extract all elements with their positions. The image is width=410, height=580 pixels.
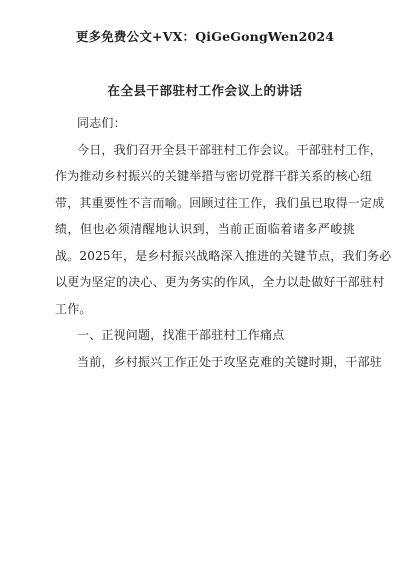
- document-title: 在全县干部驻村工作会议上的讲话: [107, 83, 303, 98]
- salutation: 同志们：: [77, 116, 126, 130]
- promo-header: 更多免费公文+VX：QiGeGongWen2024: [75, 29, 335, 44]
- paragraph-line: 当前，乡村振兴工作正处于攻坚克难的关键时期，干部驻: [77, 354, 383, 369]
- document-body: [55, 110, 392, 375]
- paragraph-line: 以更为坚定的决心、更为务实的作风，全力以赴做好干部驻村: [55, 275, 385, 289]
- paragraph-line: 战。2025年，是乡村振兴战略深入推进的关键节点，我们务必: [55, 248, 392, 263]
- paragraph-line: 带，其重要性不言而喻。回顾过往工作，我们虽已取得一定成: [55, 195, 385, 210]
- paragraph-line: 今日，我们召开全县干部驻村工作会议。干部驻村工作，: [77, 142, 383, 157]
- section-heading: 一、正视问题，找准干部驻村工作痛点: [77, 328, 285, 342]
- paragraph-line: 作为推动乡村振兴的关键举措与密切党群干群关系的核心纽: [55, 169, 373, 183]
- paragraph-line: 工作。: [55, 301, 92, 316]
- paragraph-line: 绩，但也必须清醒地认识到，当前正面临着诸多严峻挑: [55, 222, 355, 236]
